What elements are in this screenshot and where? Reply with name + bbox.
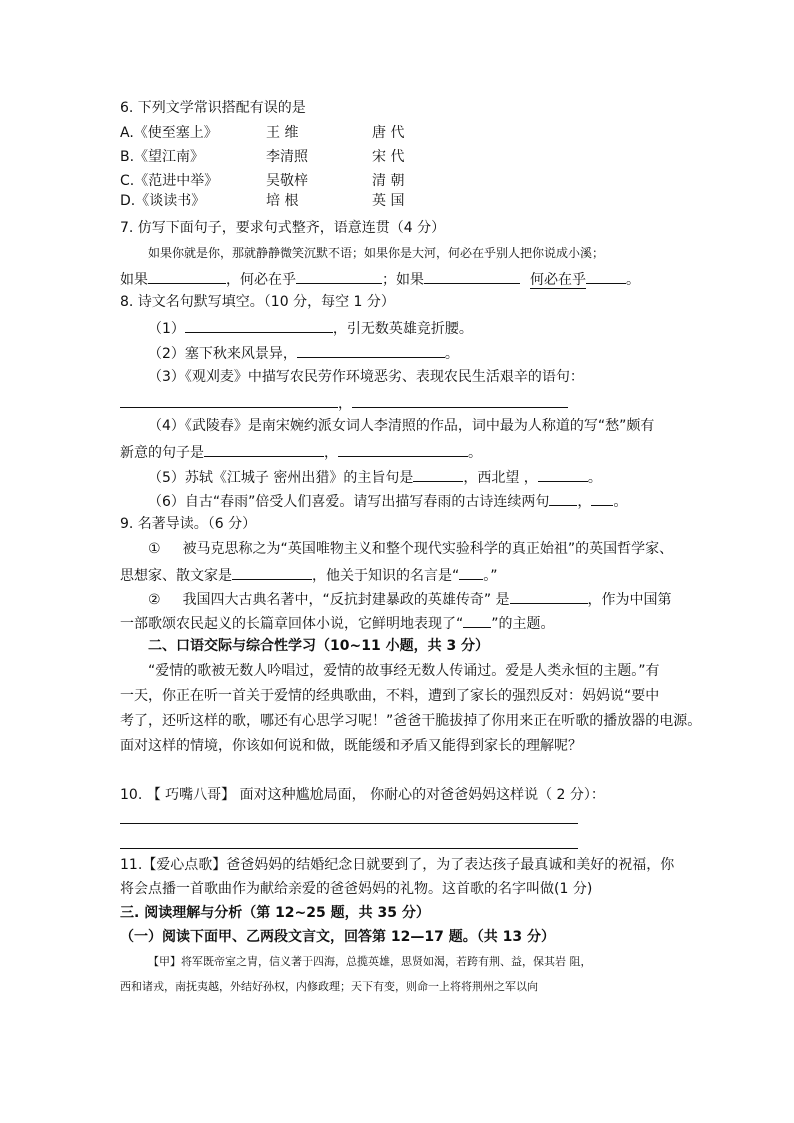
q9-bullet-2: ②: [148, 592, 161, 608]
q9-item-2-line-2: 一部歌颂农民起义的长篇章回体小说，它鲜明地表现了“ ”的主题。: [120, 612, 555, 634]
q9-blank-2[interactable]: [459, 564, 483, 580]
q8-blank-5b[interactable]: [538, 466, 588, 482]
q6-option-c-dynasty: 清 朝: [372, 173, 405, 189]
q11-prompt-line-1: 11.【爱心点歌】爸爸妈妈的结婚纪念日就要到了，为了表达孩子最真诚和美好的祝福，你: [120, 857, 675, 873]
q8-line-3: （3）《观刈麦》中描写农民劳作环境恶劣、表现农民生活艰辛的语句：: [148, 369, 584, 385]
q8-blank-4a[interactable]: [204, 441, 324, 457]
q10-answer-line-2[interactable]: [120, 848, 578, 849]
q7-title: 7. 仿写下面句子，要求句式整齐，语意连贯（4 分）: [120, 220, 446, 236]
classical-text-line-1: 【甲】将军既帝室之胄，信义著于四海，总揽英雄，思贤如渴，若跨有荆、益，保其岩 阻，: [148, 955, 592, 968]
q8-blank-6b[interactable]: [591, 490, 613, 506]
q7-blank-4[interactable]: [586, 268, 626, 284]
q8-blank-3b[interactable]: [352, 392, 568, 408]
q8-blank-6a[interactable]: [549, 490, 577, 506]
q11-prompt-line-2: 将会点播一首歌曲作为献给亲爱的爸爸妈妈的礼物。这首歌的名字叫做(1 分): [120, 881, 593, 897]
q8-line-4-blanks: 新意的句子是 ， 。: [120, 441, 482, 463]
q8-blank-2[interactable]: [297, 342, 445, 358]
q10-prompt: 10. 【 巧嘴八哥】 面对这种尴尬局面， 你耐心的对爸爸妈妈这样说（ 2 分）：: [120, 787, 605, 803]
section-3-subheading: （一）阅读下面甲、乙两段文言文，回答第 12—17 题。（共 13 分）: [120, 929, 555, 945]
q6-option-d-title: D.《谈读书》: [120, 193, 206, 209]
q7-fill-line: 如果 ，何必在乎 ；如果 何必在乎 。: [120, 268, 640, 290]
q6-option-a-dynasty: 唐 代: [372, 125, 405, 141]
section-2-paragraph-line-4: 面对这样的情境，你该如何说和做，既能缓和矛盾又能得到家长的理解呢？: [120, 738, 582, 754]
q9-title: 9. 名著导读。（6 分）: [120, 516, 257, 532]
q9-item-1-line-1: ① 被马克思称之为“英国唯物主义和整个现代实验科学的真正始祖”的英国哲学家、: [148, 541, 674, 557]
q6-option-c-title: C.《范进中举》: [120, 173, 219, 189]
q7-example: 如果你就是你，那就静静微笑沉默不语；如果你是大河，何必在乎别人把你说成小溪；: [148, 246, 605, 260]
q7-blank-2[interactable]: [296, 268, 382, 284]
q9-blank-3[interactable]: [510, 588, 588, 604]
q8-title: 8. 诗文名句默写填空。（10 分，每空 1 分）: [120, 294, 395, 310]
classical-text-line-2: 西和诸戎，南抚夷越，外结好孙权，内修政理；天下有变，则命一上将将荆州之军以向: [120, 980, 538, 993]
q9-item-1-line-2: 思想家、散文家是 ，他关于知识的名言是“ 。”: [120, 564, 498, 586]
q8-line-3-blanks: ，: [120, 392, 568, 414]
q8-blank-4b[interactable]: [338, 441, 468, 457]
q6-option-a-author: 王 维: [266, 125, 299, 141]
q7-blank-1[interactable]: [148, 268, 226, 284]
q10-answer-line-1[interactable]: [120, 823, 578, 824]
q8-blank-1[interactable]: [185, 317, 333, 333]
q8-line-1: （1） ，引无数英雄竞折腰。: [148, 317, 473, 339]
q8-line-4: （4）《武陵春》是南宋婉约派女词人李清照的作品，词中最为人称道的写“愁”颇有: [148, 418, 655, 434]
q6-option-b-dynasty: 宋 代: [372, 149, 405, 165]
q9-blank-4[interactable]: [463, 612, 491, 628]
q8-blank-3a[interactable]: [120, 392, 338, 408]
q8-line-2: （2）塞下秋来风景异， 。: [148, 342, 459, 364]
section-2-paragraph-line-3: 考了，还听这样的歌，哪还有心思学习呢！”爸爸干脆拔掉了你用来正在听歌的播放器的电源。: [120, 713, 702, 729]
q6-option-d-author: 培 根: [266, 193, 299, 209]
q6-title: 6. 下列文学常识搭配有误的是: [120, 100, 306, 116]
section-2-heading: 二、口语交际与综合性学习（10~11 小题，共 3 分）: [148, 638, 490, 654]
q8-blank-5a[interactable]: [413, 466, 463, 482]
q9-bullet-1: ①: [148, 541, 161, 557]
q6-option-a-title: A.《使至塞上》: [120, 125, 218, 141]
q6-option-c-author: 吴敬梓: [266, 173, 308, 189]
q9-blank-1[interactable]: [232, 564, 312, 580]
q6-option-b-title: B.《望江南》: [120, 149, 205, 165]
q7-blank-3[interactable]: [424, 268, 520, 284]
q8-line-6: （6）自古“春雨”倍受人们喜爱。请写出描写春雨的古诗连续两句 ， 。: [148, 490, 627, 512]
q6-option-b-author: 李清照: [266, 149, 308, 165]
q6-option-d-dynasty: 英 国: [372, 193, 405, 209]
section-3-heading: 三. 阅读理解与分析（第 12~25 题，共 35 分）: [120, 905, 430, 921]
q9-item-2-line-1: ② 我国四大古典名著中，“反抗封建暴政的英雄传奇” 是 ，作为中国第: [148, 588, 672, 610]
section-2-paragraph-line-1: “爱情的歌被无数人吟唱过，爱情的故事经无数人传诵过。爱是人类永恒的主题。”有: [148, 663, 660, 679]
q8-line-5: （5）苏轼《江城子 密州出猎》的主旨句是 ，西北望 ， 。: [148, 466, 602, 488]
section-2-paragraph-line-2: 一天，你正在听一首关于爱情的经典歌曲，不料，遭到了家长的强烈反对：妈妈说“要中: [120, 688, 660, 704]
